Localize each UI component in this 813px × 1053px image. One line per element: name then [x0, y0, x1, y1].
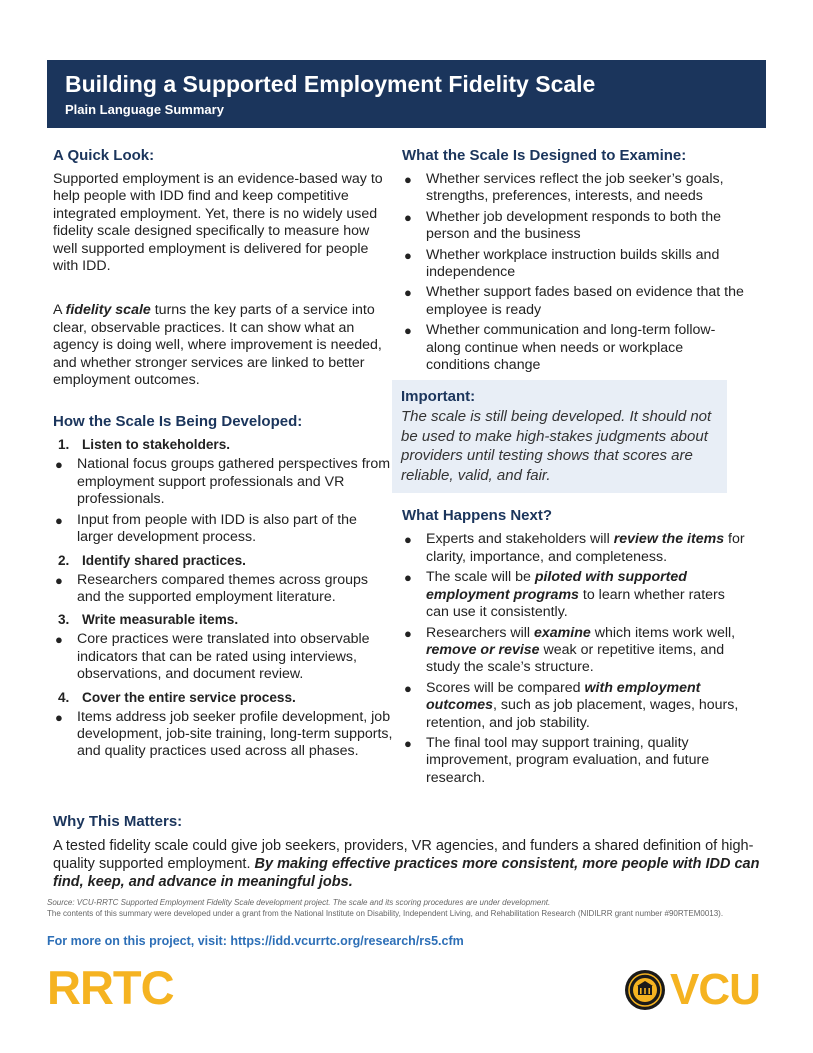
list-item: ● Researchers will examine which items work well, remove or revise weak or repetitive items, and study the scale’s structure. — [404, 624, 736, 676]
project-link[interactable]: For more on this project, visit: https://idd.vcurrtc.org/research/rs5.cfm — [47, 934, 464, 948]
list-item: ● Whether services reflect the job seeker’s goals, strengths, preferences, interests, and needs — [404, 171, 724, 205]
page-header — [47, 60, 766, 128]
developed-heading: How the Scale Is Being Developed: — [53, 413, 303, 431]
list-item: ● Scores will be compared with employment outcomes, such as job placement, wages, hours, retention, and job stability. — [404, 679, 739, 731]
list-item: ● Items address job seeker profile development, job development, job-site training, long-term supports, and quality practices used across all phases. — [55, 708, 393, 760]
rrtc-logo: RRTC — [47, 961, 174, 1014]
important-text: The scale is still being developed. It should not be used to make high-stakes judgments about providers until testing shows that scores are reliable, valid, and fair. — [401, 408, 712, 484]
page-subtitle: Plain Language Summary — [65, 102, 224, 117]
why-text: A tested fidelity scale could give job seekers, providers, VR agencies, and funders a shared definition of high-quality supported employment. By making effective practices more consistent, more people with IDD can find, keep, and advance in meaningful jobs. — [53, 838, 760, 890]
vcu-logo — [624, 965, 760, 1015]
examine-heading: What the Scale Is Designed to Examine: — [402, 147, 687, 164]
important-callout — [392, 380, 727, 493]
list-item: ● Whether communication and long-term follow-along continue when needs or workplace conditions change — [404, 322, 716, 374]
step-heading: 2. Identify shared practices. — [58, 552, 246, 568]
source-note: Source: VCU-RRTC Supported Employment Fidelity Scale development project. The scale and its scoring procedures are under development. — [47, 898, 551, 907]
list-item: ● Input from people with IDD is also part of the larger development process. — [55, 511, 357, 546]
grant-note: The contents of this summary were developed under a grant from the National Institute on Disability, Independent Living, and Rehabilitation Research (NIDILRR grant number #90RTEM0013). — [47, 908, 724, 918]
right-column — [402, 147, 747, 790]
list-item: ● Researchers compared themes across groups and the supported employment literature. — [55, 571, 368, 605]
list-item: ● The scale will be piloted with supported employment programs to learn whether raters can use it consistently. — [404, 569, 725, 621]
step-heading: 4. Cover the entire service process. — [58, 689, 296, 705]
list-item: ● Core practices were translated into observable indicators that can be rated using interviews, observations, and document review. — [55, 631, 370, 683]
list-item: ● Whether job development responds to both the person and the business — [404, 208, 721, 243]
list-item: ● Whether support fades based on evidence that the employee is ready — [404, 284, 744, 318]
step-heading: 3. Write measurable items. — [58, 612, 239, 628]
list-item: ● The final tool may support training, quality improvement, program evaluation, and future research. — [404, 734, 710, 786]
quick-look-heading: A Quick Look: — [53, 147, 155, 164]
vcu-wordmark: VCU — [670, 965, 760, 1014]
vcu-seal-icon — [624, 969, 666, 1011]
footer-notes — [47, 898, 767, 919]
page-title: Building a Supported Employment Fidelity Scale — [65, 71, 596, 97]
list-item: ● Experts and stakeholders will review the items for clarity, importance, and completeness. — [404, 531, 745, 565]
quick-look-paragraph-1: Supported employment is an evidence-based way to help people with IDD find and keep competitive integrated employment. Yet, there is no widely used fidelity scale designed specifically to measure how well supported employment is delivered for people with IDD. — [53, 171, 383, 275]
list-item: ● Whether workplace instruction builds skills and independence — [404, 246, 720, 281]
list-item: ● National focus groups gathered perspectives from employment support professionals and VR professionals. — [55, 456, 391, 508]
why-heading: Why This Matters: — [53, 813, 183, 830]
step-heading: 1. Listen to stakeholders. — [58, 437, 231, 453]
quick-look-paragraph-2: A fidelity scale turns the key parts of a service into clear, observable practices. It can show what an agency is doing well, where improvement is needed, and whether stronger services are linked to better employment outcomes. — [53, 302, 382, 389]
fidelity-scale-term: fidelity scale — [65, 302, 151, 319]
important-heading: Important: — [401, 388, 476, 406]
next-heading: What Happens Next? — [402, 507, 553, 525]
why-section — [53, 813, 763, 891]
left-column — [53, 147, 393, 764]
